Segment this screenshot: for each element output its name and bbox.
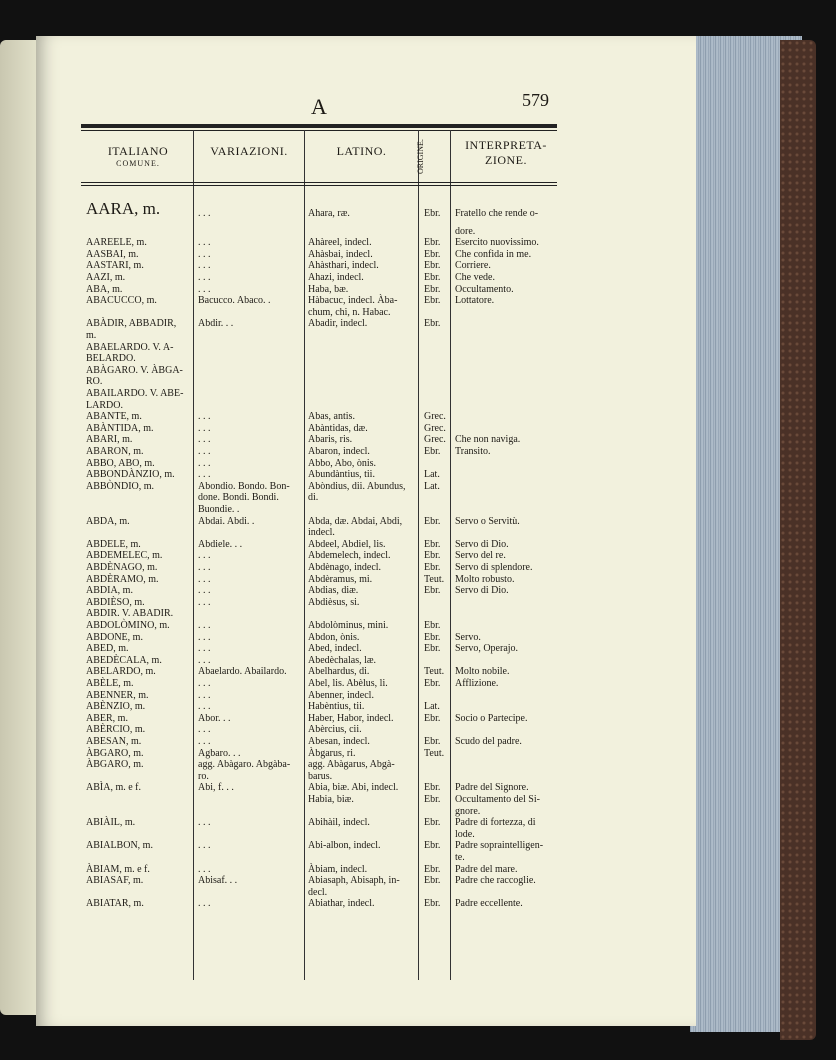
entry-origine: Grec. <box>424 422 446 434</box>
entry-italiano: ABÈRCIO, m. <box>86 724 146 736</box>
entry-italiano: ABESAN, m. <box>86 736 142 747</box>
entry-latino: barus. <box>308 770 333 782</box>
entry-latino: Abiathar, indecl. <box>308 898 375 910</box>
entry-interpretazione: te. <box>455 852 465 863</box>
entry-latino: di. <box>308 492 319 504</box>
entry-interpretazione: Socio o Partecipe. <box>455 712 528 724</box>
entry-variazioni: Abdir. . . <box>198 318 234 330</box>
entry-origine: Lat. <box>424 701 440 713</box>
entry-italiano: RO. <box>86 376 103 388</box>
entry-interpretazione: Scudo del padre. <box>455 736 522 747</box>
entry-origine: Ebr. <box>424 840 441 852</box>
entry-latino: Abadir, indecl. <box>308 318 368 330</box>
entry-latino: Abdènago, indecl. <box>308 562 382 573</box>
entry-variazioni: ro. <box>198 770 209 782</box>
entry-italiano: ABDEMELEC, m. <box>86 550 163 562</box>
entry-italiano: ABDONE, m. <box>86 631 143 643</box>
entry-variazioni: . . . <box>198 422 211 434</box>
entry-interpretazione: Molto nobile. <box>455 666 510 678</box>
entry-interpretazione: Servo, Operajo. <box>455 643 519 655</box>
entry-italiano: m. <box>86 330 97 341</box>
entry-interpretazione: Molto robusto. <box>455 573 515 585</box>
entry-origine: Teut. <box>424 573 445 585</box>
entry-variazioni: . . . <box>198 208 211 219</box>
entry-italiano: ABÀGARO. V. ÀBGA- <box>86 364 183 376</box>
entry-origine: Grec. <box>424 434 446 446</box>
entry-latino: Ahazi, indecl. <box>308 272 364 283</box>
entry-variazioni: . . . <box>198 840 211 852</box>
entry-latino: Abedèchalas, læ. <box>308 654 377 666</box>
entry-italiano: ÀBGARO, m. <box>86 747 144 759</box>
header-interpretazione <box>451 138 561 168</box>
entry-interpretazione: Esercito nuovissimo. <box>455 237 539 249</box>
entry-variazioni: . . . <box>198 550 211 562</box>
entry-origine: Ebr. <box>424 272 441 283</box>
entry-interpretazione: Che confida in me. <box>455 248 532 260</box>
entry-variazioni: . . . <box>198 643 211 655</box>
entry-variazioni: . . . <box>198 573 211 585</box>
entry-italiano: ÀBIAM, m. e f. <box>86 863 150 875</box>
entry-interpretazione: Padre del mare. <box>455 863 518 875</box>
top-rule-thin <box>81 130 557 131</box>
entry-italiano: ABDÈNAGO, m. <box>86 562 158 573</box>
entry-italiano: ABÀNTIDA, m. <box>86 422 154 434</box>
entry-italiano: ABANTE, m. <box>86 411 142 423</box>
entry-interpretazione: Afflizione. <box>455 678 499 689</box>
entry-latino: Abenner, indecl. <box>308 689 374 701</box>
entry-italiano: ABDA, m. <box>86 515 130 527</box>
entry-italiano: AASTARI, m. <box>86 260 144 272</box>
dictionary-page <box>36 36 696 1026</box>
entry-italiano: ABARON, m. <box>86 446 144 457</box>
entry-latino: Abihàil, indecl. <box>308 817 370 829</box>
entry-interpretazione: Padre che raccoglie. <box>455 875 536 887</box>
entry-origine: Ebr. <box>424 817 441 829</box>
entry-variazioni: agg. Abàgaro. Abgàba- <box>198 759 291 771</box>
entry-variazioni: . . . <box>198 585 211 597</box>
entry-latino: Abas, antis. <box>308 411 355 423</box>
entry-italiano: ABDOLÒMINO, m. <box>86 620 170 631</box>
entry-italiano: ABAILARDO. V. ABE- <box>86 388 184 399</box>
book-cover <box>780 40 816 1040</box>
entry-latino: Ahàsbai, indecl. <box>308 248 373 260</box>
entry-italiano: ABELARDO, m. <box>86 666 156 678</box>
entry-italiano: ABIATAR, m. <box>86 898 144 910</box>
entry-variazioni: . . . <box>198 469 211 481</box>
entry-latino: Abaris, ris. <box>308 434 353 446</box>
entry-interpretazione: Corriere. <box>455 260 491 272</box>
entry-variazioni: Abondio. Bondo. Bon- <box>198 480 290 492</box>
entry-italiano: AAREELE, m. <box>86 237 147 249</box>
entry-variazioni: Bacucco. Abaco. . <box>198 295 271 307</box>
entry-italiano: ABIALBON, m. <box>86 840 153 852</box>
entry-variazioni: . . . <box>198 248 211 260</box>
entry-latino: Habèntius, tii. <box>308 701 365 713</box>
header-interpretazione-1: INTERPRETA- <box>465 138 547 152</box>
entry-origine: Lat. <box>424 469 440 481</box>
entry-italiano: ABBO, ABO, m. <box>86 457 155 469</box>
entry-latino: Haber, Habor, indecl. <box>308 712 394 724</box>
entry-variazioni: . . . <box>198 620 211 631</box>
entry-origine: Ebr. <box>424 248 441 260</box>
entry-origine: Ebr. <box>424 295 441 307</box>
entry-origine: Grec. <box>424 411 446 423</box>
entry-interpretazione: Servo di splendore. <box>455 562 533 573</box>
entry-latino: Abiasaph, Abisaph, in- <box>308 875 400 887</box>
entry-interpretazione: lode. <box>455 828 475 840</box>
entry-origine: Ebr. <box>424 863 441 875</box>
entry-variazioni: . . . <box>198 562 211 573</box>
entry-interpretazione: Occultamento del Si- <box>455 794 540 805</box>
entry-latino: Abbo, Abo, ònis. <box>308 457 377 469</box>
entry-variazioni: . . . <box>198 654 211 666</box>
header-latino: LATINO. <box>336 144 387 158</box>
entry-latino: Abed, indecl. <box>308 643 362 655</box>
entry-italiano: ABEDÈCALA, m. <box>86 654 162 666</box>
entry-interpretazione: Transito. <box>455 446 491 457</box>
entry-variazioni: Abdai. Abdi. . <box>198 515 255 527</box>
entry-variazioni: . . . <box>198 446 211 457</box>
entry-interpretazione: Padre di fortezza, di <box>455 817 536 829</box>
entry-origine: Ebr. <box>424 208 441 219</box>
entry-origine: Ebr. <box>424 794 441 805</box>
entry-latino: Abesan, indecl. <box>308 736 370 747</box>
entry-italiano: BELARDO. <box>86 353 136 365</box>
entry-latino: Hàbacuc, indecl. Àba- <box>308 295 398 307</box>
entry-variazioni: . . . <box>198 457 211 469</box>
entry-origine: Teut. <box>424 747 445 759</box>
entry-latino: chum, chi, n. Habac. <box>308 306 391 318</box>
entry-variazioni: . . . <box>198 283 211 295</box>
entry-variazioni: . . . <box>198 596 211 608</box>
entry-interpretazione: Servo del re. <box>455 550 506 562</box>
entry-variazioni: Abdiele. . . <box>198 538 243 550</box>
entry-italiano: ABIÀIL, m. <box>86 817 136 829</box>
entry-latino: Abda, dæ. Abdai, Abdi, <box>308 515 403 527</box>
section-letter: A <box>311 94 327 119</box>
entry-variazioni: Abisaf. . . <box>198 875 238 887</box>
entry-interpretazione: Padre sopraintelligen- <box>455 840 544 852</box>
entry-origine: Ebr. <box>424 620 441 631</box>
entry-variazioni: . . . <box>198 411 211 423</box>
entry-latino: Abèrcius, cii. <box>308 724 362 736</box>
entry-variazioni: . . . <box>198 678 211 689</box>
entry-latino: Abdon, ònis. <box>308 631 360 643</box>
entry-interpretazione: Servo o Servitù. <box>455 515 520 527</box>
entry-italiano: ABED, m. <box>86 643 129 655</box>
entry-origine: Ebr. <box>424 318 441 330</box>
entry-origine: Ebr. <box>424 446 441 457</box>
entry-variazioni: . . . <box>198 272 211 283</box>
entry-interpretazione: Padre eccellente. <box>455 898 523 910</box>
entry-origine: Ebr. <box>424 712 441 724</box>
header-rule <box>81 182 557 183</box>
entry-latino: Abdolòminus, mini. <box>308 620 389 631</box>
entry-latino: Abdeel, Abdiel, lis. <box>308 538 386 550</box>
header-variazioni: VARIAZIONI. <box>210 144 288 158</box>
entry-interpretazione: gnore. <box>455 805 481 817</box>
entry-italiano: ABDIÈSO, m. <box>86 596 145 608</box>
entry-interpretazione: Fratello che rende o- <box>455 208 539 219</box>
entry-variazioni: done. Bondi. Bondi. <box>198 492 279 504</box>
entry-interpretazione: Che non naviga. <box>455 434 521 446</box>
entry-interpretazione: Padre del Signore. <box>455 782 529 794</box>
entry-interpretazione: dore. <box>455 225 476 237</box>
top-rule <box>81 124 557 128</box>
entry-interpretazione: Servo di Dio. <box>455 585 509 597</box>
entry-variazioni: . . . <box>198 736 211 747</box>
entry-italiano: ABBÒNDIO, m. <box>86 480 155 492</box>
entry-latino: Àbgarus, ri. <box>308 747 356 759</box>
entry-italiano: ABACUCCO, m. <box>86 295 157 307</box>
header-origine: ORIGINE. <box>416 139 425 175</box>
header-italiano-sub: COMUNE. <box>116 159 160 168</box>
entry-latino: Abi-albon, indecl. <box>308 840 381 852</box>
entry-latino: Abdèramus, mi. <box>308 573 373 585</box>
entry-italiano: ABÈNZIO, m. <box>86 701 146 713</box>
entry-latino: Ahara, ræ. <box>308 208 350 219</box>
entry-latino: decl. <box>308 886 328 898</box>
entry-latino: Abel, lis. Abèlus, li. <box>308 678 388 689</box>
entry-italiano: AARA, m. <box>86 199 161 218</box>
entry-latino: indecl. <box>308 527 335 539</box>
entry-origine: Ebr. <box>424 237 441 249</box>
header-italiano <box>84 144 192 168</box>
entry-interpretazione: Lottatore. <box>455 295 495 307</box>
entry-italiano: ABARI, m. <box>86 434 133 446</box>
entry-italiano: ABDELE, m. <box>86 538 141 550</box>
header-italiano-label: ITALIANO <box>107 144 169 158</box>
entry-italiano: AASBAI, m. <box>86 248 139 260</box>
entry-interpretazione: Occultamento. <box>455 283 514 295</box>
entry-origine: Ebr. <box>424 538 441 550</box>
entry-latino: Ahàreel, indecl. <box>308 237 372 249</box>
entry-latino: Àbiam, indecl. <box>308 863 368 875</box>
entry-origine: Lat. <box>424 480 440 492</box>
entry-italiano: LARDO. <box>86 399 123 411</box>
column-divider <box>304 130 305 980</box>
entry-italiano: ÀBGARO, m. <box>86 759 144 771</box>
entry-latino: Haba, bæ. <box>308 283 349 295</box>
entry-latino: Habia, biæ. <box>308 794 354 805</box>
entry-variazioni: Abor. . . <box>198 712 231 724</box>
entry-origine: Ebr. <box>424 782 441 794</box>
entry-italiano: ABA, m. <box>86 283 123 295</box>
entry-variazioni: . . . <box>198 689 211 701</box>
entry-origine: Ebr. <box>424 283 441 295</box>
entry-latino: Abdias, diæ. <box>308 585 359 597</box>
header-rule-thin <box>81 185 557 186</box>
entry-latino: Abundàntius, tii. <box>308 469 375 481</box>
entry-variazioni: . . . <box>198 863 211 875</box>
entry-latino: Abdièsus, si. <box>308 596 360 608</box>
entry-origine: Ebr. <box>424 562 441 573</box>
entry-interpretazione: Che vede. <box>455 272 495 283</box>
entry-interpretazione: Servo. <box>455 631 481 643</box>
entry-variazioni: . . . <box>198 237 211 249</box>
entry-italiano: AAZI, m. <box>86 272 126 283</box>
entry-origine: Teut. <box>424 666 445 678</box>
entry-origine: Ebr. <box>424 550 441 562</box>
entry-variazioni: . . . <box>198 898 211 910</box>
entry-latino: Abàntidas, dæ. <box>308 422 368 434</box>
entry-variazioni: Buondie. . <box>198 504 240 515</box>
entry-latino: Abòndius, dii. Abundus, <box>308 480 406 492</box>
entry-origine: Ebr. <box>424 260 441 272</box>
entry-italiano: ABIASAF, m. <box>86 875 144 887</box>
entry-variazioni: . . . <box>198 724 211 736</box>
entry-italiano: ABDÈRAMO, m. <box>86 573 159 585</box>
entry-italiano: ABDIA, m. <box>86 585 133 597</box>
entry-latino: Abia, biæ. Abi, indecl. <box>308 782 399 794</box>
entry-origine: Ebr. <box>424 875 441 887</box>
entry-origine: Ebr. <box>424 585 441 597</box>
entry-latino: Abelhardus, di. <box>308 666 370 678</box>
entry-origine: Ebr. <box>424 678 441 689</box>
header-interpretazione-2: ZIONE. <box>485 153 527 167</box>
page-number: 579 <box>522 90 549 110</box>
entry-italiano: ABENNER, m. <box>86 689 149 701</box>
entry-variazioni: Abi, f. . . <box>198 782 234 794</box>
entry-italiano: ABBONDÀNZIO, m. <box>86 469 175 481</box>
entry-origine: Ebr. <box>424 643 441 655</box>
entry-italiano: ABÈLE, m. <box>86 678 134 689</box>
entry-origine: Ebr. <box>424 631 441 643</box>
entry-origine: Ebr. <box>424 898 441 910</box>
entry-variazioni: Abaelardo. Abailardo. <box>198 666 287 678</box>
column-divider <box>418 130 419 980</box>
entry-italiano: ABÌA, m. e f. <box>86 782 141 794</box>
entry-variazioni: . . . <box>198 260 211 272</box>
entry-variazioni: . . . <box>198 434 211 446</box>
entry-latino: Ahàsthari, indecl. <box>308 260 379 272</box>
entry-italiano: ABER, m. <box>86 712 128 724</box>
column-divider <box>450 130 451 980</box>
entry-variazioni: . . . <box>198 631 211 643</box>
entry-italiano: ABÀDIR, ABBADIR, <box>86 318 177 330</box>
entry-latino: Abdemelech, indecl. <box>308 550 391 562</box>
entry-origine: Ebr. <box>424 736 441 747</box>
entry-variazioni: Agbaro. . . <box>198 747 241 759</box>
entry-latino: agg. Abàgarus, Abgà- <box>308 759 395 771</box>
entry-variazioni: . . . <box>198 701 211 713</box>
entry-italiano: ABDIR. V. ABADIR. <box>86 608 174 620</box>
entry-variazioni: . . . <box>198 817 211 829</box>
entry-italiano: ABAELARDO. V. A- <box>86 341 174 353</box>
entry-interpretazione: Servo di Dio. <box>455 538 509 550</box>
entry-latino: Abaron, indecl. <box>308 446 370 457</box>
entry-origine: Ebr. <box>424 515 441 527</box>
